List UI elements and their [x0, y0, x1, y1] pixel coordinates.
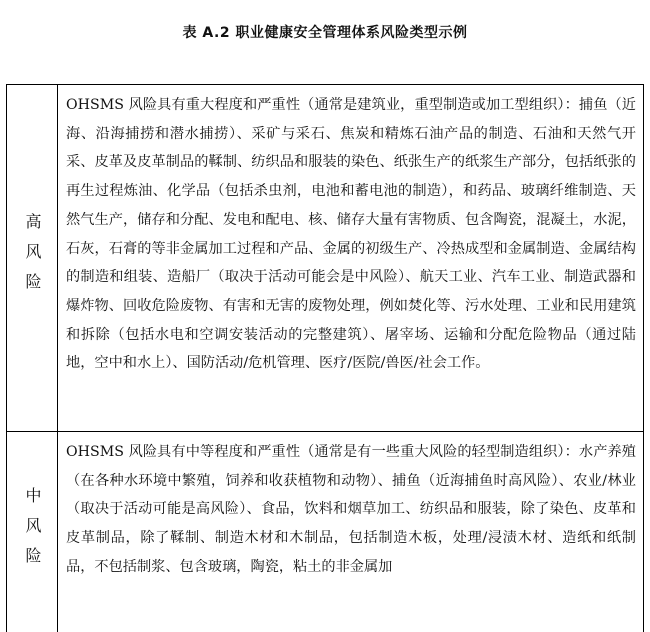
table-title: 表 A.2 职业健康安全管理体系风险类型示例	[182, 25, 468, 41]
row-description-medium-risk: OHSMS 风险具有中等程度和严重性（通常是有一些重大风险的轻型制造组织）：水产养殖（在各种水环境中繁殖，饲养和收获植物和动物）、捕鱼（近海捕鱼时高风险）、农业/林业（取决于活动可能是高风险）、食品，饮料和烟草加工、纺织品和服装，除了染色、皮革和皮革制品，除了鞣制、制造木材和木制品，包括制造木板，处理/浸渍木材、造纸和纸制品，不包括制浆、包含玻璃，陶瓷，粘土的非金属加	[66, 444, 636, 575]
row-label-text: 高风险	[23, 213, 42, 303]
table-row-high-risk	[6, 85, 644, 432]
table-right-border	[643, 85, 644, 431]
row-description-high-risk: OHSMS 风险具有重大程度和严重性（通常是建筑业，重型制造或加工型组织）：捕鱼（近海、沿海捕捞和潜水捕捞）、采矿与采石、焦炭和精炼石油产品的制造、石油和天然气开采、皮革及皮革制品的鞣制、纺织品和服装的染色、纸张生产的纸浆生产部分，包括纸张的再生过程炼油、化学品（包括杀虫剂，电池和蓄电池的制造），和药品、玻璃纤维制造、天然气生产，储存和分配、发电和配电、核、储存大量有害物质、包含陶瓷，混凝土，水泥，石灰，石膏的等非金属加工过程和产品、金属的初级生产、冷热成型和金属制造、金属结构的制造和组装、造船厂（取决于活动可能会是中风险）、航天工业、汽车工业、制造武器和爆炸物、回收危险废物、有害和无害的废物处理，例如焚化等、污水处理、工业和民用建筑和拆除（包括水电和空调安装活动的完整建筑）、屠宰场、运输和分配危险物品（通过陆地，空中和水上）、国防活动/危机管理、医疗/医院/兽医/社会工作。	[66, 97, 636, 372]
risk-type-table	[6, 84, 644, 605]
table-right-border	[643, 432, 644, 632]
table-row-medium-risk	[6, 432, 644, 632]
row-label-high-risk	[6, 85, 58, 431]
row-label-text: 中风险	[23, 487, 42, 577]
row-label-medium-risk	[6, 432, 58, 632]
